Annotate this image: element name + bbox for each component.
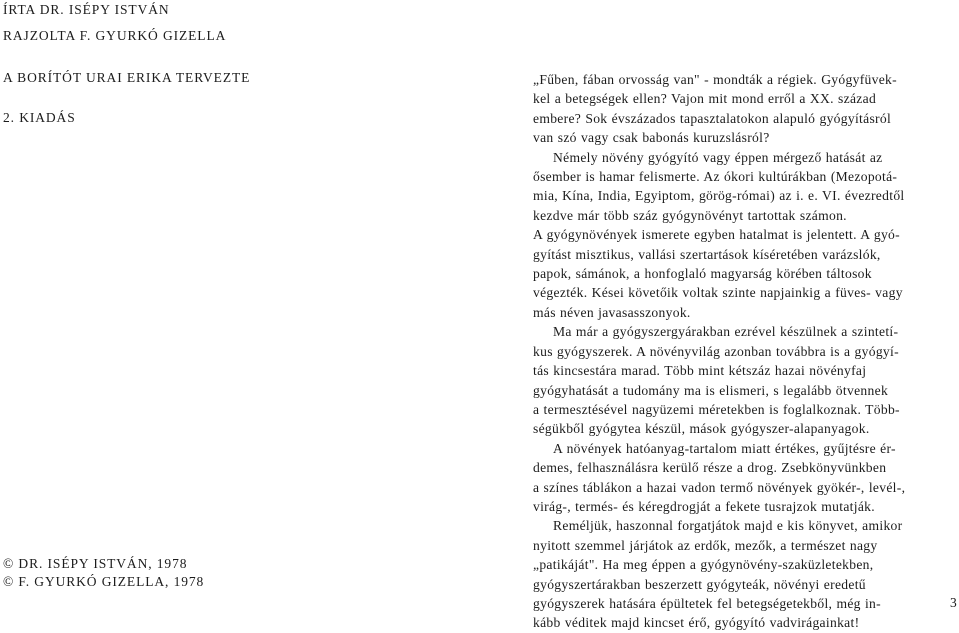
text-line: a színes táblákon a hazai vadon termő növények gyökér-, levél-, — [533, 479, 906, 495]
text-line: nyitott szemmel járjátok az erdők, mezők, a természet nagy — [533, 537, 878, 553]
text-line: „Fűben, fában orvosság van" - mondták a régiek. Gyógyfüvek- — [533, 72, 897, 87]
text-line: A gyógynövények ismerete egyben hatalmat is jelentett. A gyó- — [533, 227, 900, 243]
text-line: a termesztésével nagyüzemi méretekben is foglalkoznak. Több- — [533, 401, 900, 417]
text-line: gyógyszerek hatására épültetek fel betegségetekből, még in- — [533, 595, 881, 611]
foreword-text — [533, 70, 959, 633]
text-line: kel a betegségek ellen? Vajon mit mond erről a XX. század — [533, 91, 877, 107]
text-line: virág-, termés- és kéregdrogját a fekete tusrajzok mutatják. — [533, 498, 875, 514]
text-line: Némely növény gyógyító vagy éppen mérgező hatását az — [553, 149, 883, 165]
text-line: kus gyógyszerek. A növényvilág azonban továbbra is a gyógyí- — [533, 343, 899, 359]
text-line: gyógyszertárakban beszerzett gyógyteák, növényi eredetű — [533, 576, 866, 592]
text-line: A növények hatóanyag-tartalom miatt értékes, gyűjtésre ér- — [553, 440, 896, 456]
paragraph-history — [533, 148, 959, 323]
text-line: kezdve már több száz gyógynövényt tartottak számon. — [533, 207, 847, 223]
text-line: ősember is hamar felismerte. Az ókori kultúrákban (Mezopotá- — [533, 169, 898, 185]
colophon — [0, 0, 300, 610]
paragraph-drug — [533, 439, 959, 517]
text-line: „patikáját". Ha meg éppen a gyógynövény-szaküzletekben, — [533, 557, 874, 573]
text-line: ségükből gyógytea készül, mások gyógyszer-alapanyagok. — [533, 421, 870, 437]
text-line: más néven javasasszonyok. — [533, 304, 691, 320]
edition-note: 2. KIADÁS — [3, 110, 76, 125]
text-line: van szó vagy csak babonás kuruzslásról? — [533, 130, 770, 146]
paragraph-closing — [533, 516, 959, 632]
text-line: végezték. Kései követőik voltak szinte napjainkig a füves- vagy — [533, 285, 903, 301]
text-line: tás kincsestára marad. Több mint kétszáz hazai növényfaj — [533, 363, 867, 379]
cover-credit: A BORÍTÓT URAI ERIKA TERVEZTE — [3, 70, 251, 85]
text-line: gyógyhatását a tudomány ma is elismeri, s legalább ötvennek — [533, 382, 889, 398]
paragraph-modern — [533, 322, 959, 438]
illustrator-credit: RAJZOLTA F. GYURKÓ GIZELLA — [3, 28, 227, 43]
text-line: Ma már a gyógyszergyárakban ezrével készülnek a szintetí- — [553, 324, 899, 340]
paragraph-intro — [533, 70, 959, 148]
text-line: mia, Kína, India, Egyiptom, görög-római) az i. e. VI. évezredtől — [533, 188, 905, 204]
text-line: papok, sámánok, a honfoglaló magyarság körében táltosok — [533, 266, 872, 282]
text-line: demes, felhasználásra kerülő része a drog. Zsebkönyvünkben — [533, 460, 887, 476]
text-line: embere? Sok évszázados tapasztalatokon alapuló gyógyításról — [533, 110, 892, 126]
page-number: 3 — [950, 595, 957, 610]
text-line: kább véditek majd kincset érő, gyógyító vadvirágainkat! — [533, 615, 860, 631]
copyright-illustrator: © F. GYURKÓ GIZELLA, 1978 — [3, 574, 205, 589]
text-line: gyítást misztikus, vallási szertartások kíséretében varázslók, — [533, 246, 881, 262]
copyright-author: © DR. ISÉPY ISTVÁN, 1978 — [3, 556, 188, 571]
text-line: Reméljük, haszonnal forgatjátok majd e kis könyvet, amikor — [553, 518, 903, 534]
author-credit: ÍRTA DR. ISÉPY ISTVÁN — [3, 2, 170, 17]
